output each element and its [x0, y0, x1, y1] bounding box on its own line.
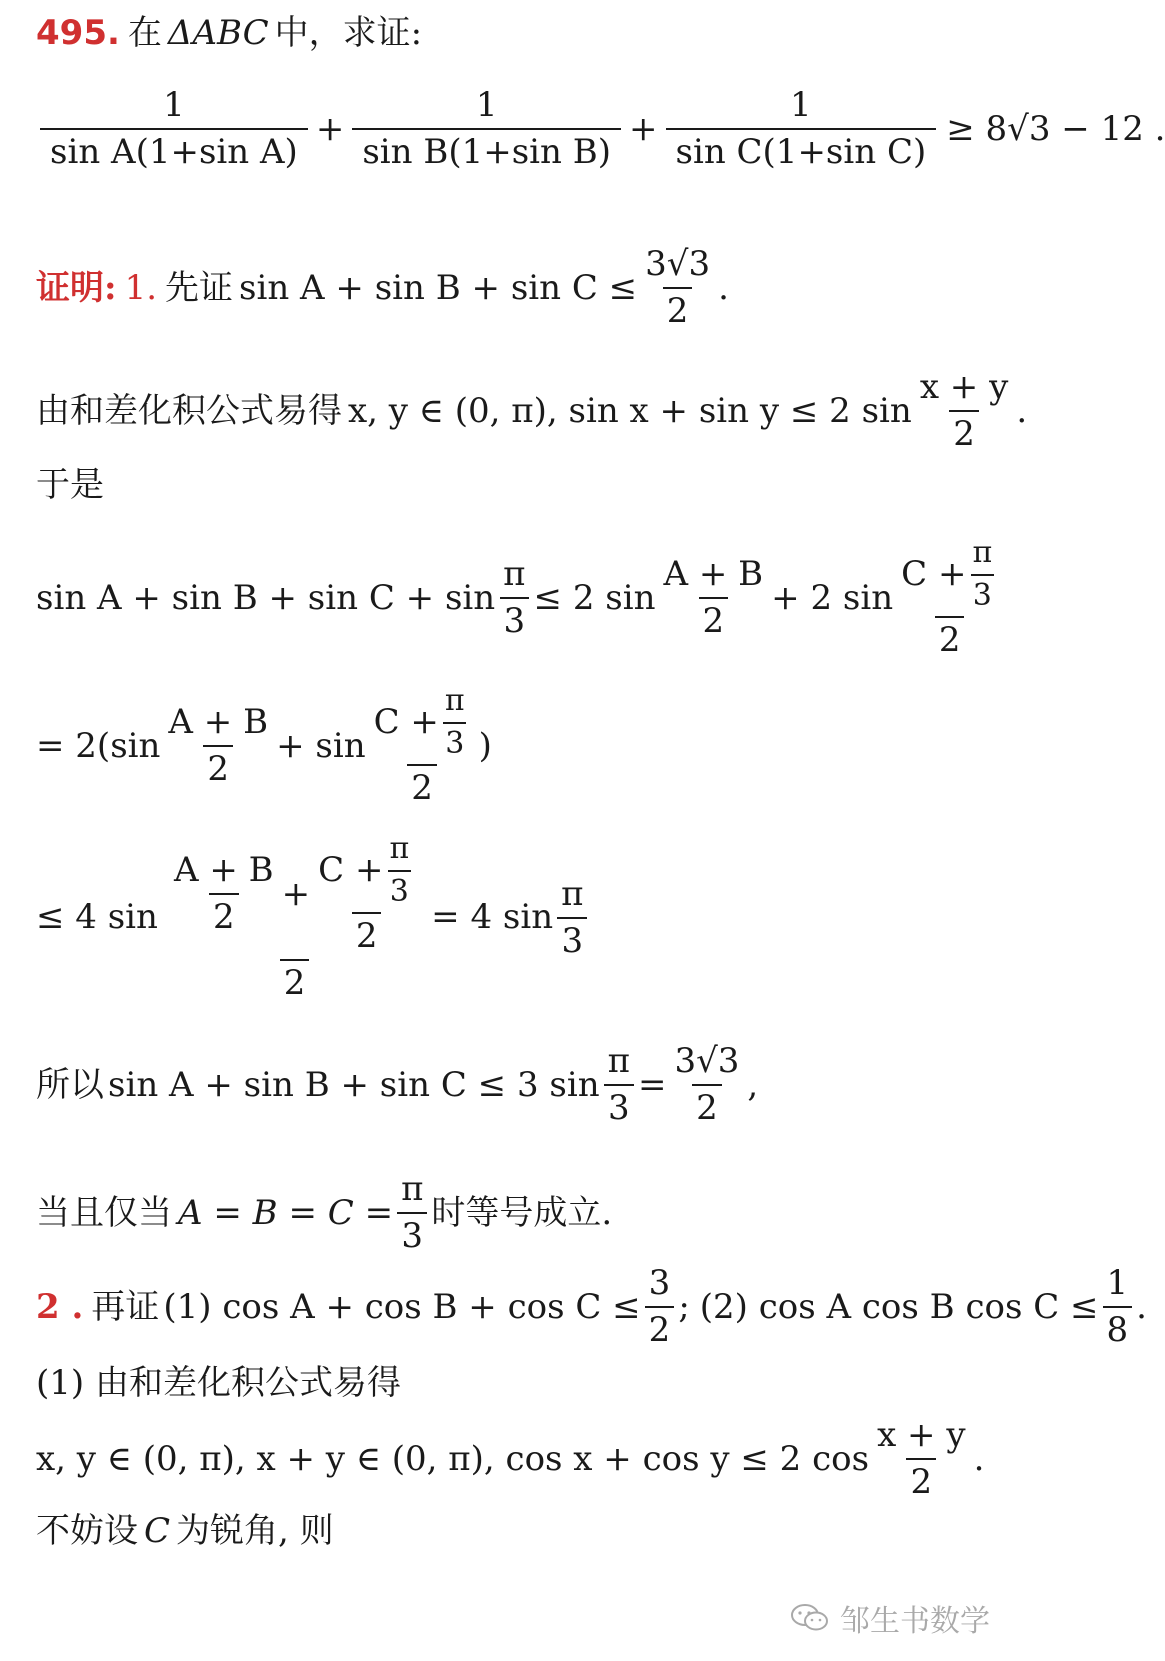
fraction: $\frac{x + y}{2}$ — [919, 367, 1009, 455]
problem-text: 在 — [127, 13, 162, 53]
conclusion-line: 所以 sin A + sin B + sin C ≤ 3 sin $\frac{\pi}{3}$ = $\frac{3√3}{2}$ , — [36, 1041, 759, 1129]
equality-condition: 当且仅当 A = B = C = $\frac{\pi}{3}$ 时等号成立. — [36, 1169, 613, 1257]
inequality-rhs: ≥ 8√3 − 12 . — [946, 108, 1165, 149]
fraction-a: $\frac{1}{\text{sin A(1+sin A)}}$ — [40, 86, 308, 172]
fraction: $\frac{\pi}{3}$ — [444, 683, 465, 761]
assumption-line: 不妨设 C 为锐角, 则 — [36, 1511, 334, 1551]
fraction: $\frac{\pi}{3}$ — [604, 1042, 634, 1128]
cos-sum-line: x, y ∈ (0, π), x + y ∈ (0, π), cos x + cos y ≤ 2 cos $\frac{x + y}{2}$ . — [36, 1415, 985, 1503]
fraction: $\frac{A + B}{2}$ — [168, 701, 269, 790]
problem-number: 495. — [36, 13, 120, 53]
derivation-line-c: ≤ 4 sin $\frac{A + B}{2}$ + C + $\frac{\pi}{3}$ 2 2 = 4 sin $\frac{\pi}{3}$ — [36, 832, 591, 1003]
wechat-icon — [790, 1602, 830, 1634]
proof-step-2: 2 . 再证 (1) cos A + cos B + cos C ≤ $\frac{3}{2}$ ; (2) cos A cos B cos C ≤ $\frac{1}{8}$ . — [36, 1263, 1147, 1351]
fraction: $\frac{1}{8}$ — [1103, 1264, 1133, 1350]
fraction: C + $\frac{\pi}{3}$ 2 — [373, 683, 465, 808]
fraction: C + $\frac{\pi}{3}$ 2 — [318, 831, 410, 956]
watermark-text: 邹生书数学 — [840, 1604, 990, 1639]
fraction: $\frac{\pi}{3}$ — [397, 1170, 427, 1256]
step-number: 1. — [124, 267, 158, 308]
fraction: $\frac{3√3}{2}$ — [645, 244, 711, 332]
fraction: $\frac{3√3}{2}$ — [674, 1041, 740, 1129]
watermark — [790, 1596, 990, 1640]
proof-label: 证明: — [36, 267, 117, 308]
fraction-c: $\frac{1}{\text{sin C(1+sin C)}}$ — [666, 86, 937, 172]
sub-step-1: (1) 由和差化积公式易得 — [36, 1363, 401, 1403]
fraction: C + $\frac{\pi}{3}$ 2 — [901, 535, 993, 660]
fraction: $\frac{A + B}{2}$ — [663, 553, 764, 642]
problem-header — [36, 14, 422, 53]
main-inequality: $\frac{1}{\text{sin A(1+sin A)}}$ + $\frac{1}{\text{sin B(1+sin B)}}$ + $\frac{1}{\text{sin C(1+sin C)}}$ ≥ 8√3 − 12 . — [36, 86, 1165, 172]
fraction: $\frac{3}{2}$ — [645, 1264, 675, 1350]
sum-product-line: 由和差化积公式易得 x, y ∈ (0, π), sin x + sin y ≤ 2 sin $\frac{x + y}{2}$ . — [36, 367, 1028, 455]
fraction: $\frac{A + B}{2}$ — [173, 849, 274, 938]
fraction: $\frac{\pi}{3}$ — [499, 555, 529, 641]
fraction: $\frac{A + B}{2}$ + C + $\frac{\pi}{3}$ 2 2 — [162, 832, 427, 1003]
triangle-label: ΔABC — [167, 13, 269, 53]
derivation-line-b: = 2(sin $\frac{A + B}{2}$ + sin C + $\frac{\pi}{3}$ 2 ) — [36, 683, 492, 808]
fraction: $\frac{x + y}{2}$ — [877, 1415, 966, 1503]
fraction-b: $\frac{1}{\text{sin B(1+sin B)}}$ — [352, 86, 621, 172]
step-number: 2 . — [36, 1286, 84, 1327]
fraction: $\frac{\pi}{3}$ — [557, 875, 587, 961]
fraction: $\frac{\pi}{3}$ — [389, 831, 410, 909]
yushi-text: 于是 — [36, 465, 104, 505]
fraction: $\frac{\pi}{3}$ — [972, 535, 993, 613]
proof-step-1: 证明: 1. 先证 sin A + sin B + sin C ≤ $\frac{3√3}{2}$ . — [36, 244, 729, 332]
problem-text-2: 中，求证: — [274, 13, 423, 53]
derivation-line-a: sin A + sin B + sin C + sin $\frac{\pi}{3}$ ≤ 2 sin $\frac{A + B}{2}$ + 2 sin C + $\frac{\pi}{3}$ 2 — [36, 536, 1006, 660]
